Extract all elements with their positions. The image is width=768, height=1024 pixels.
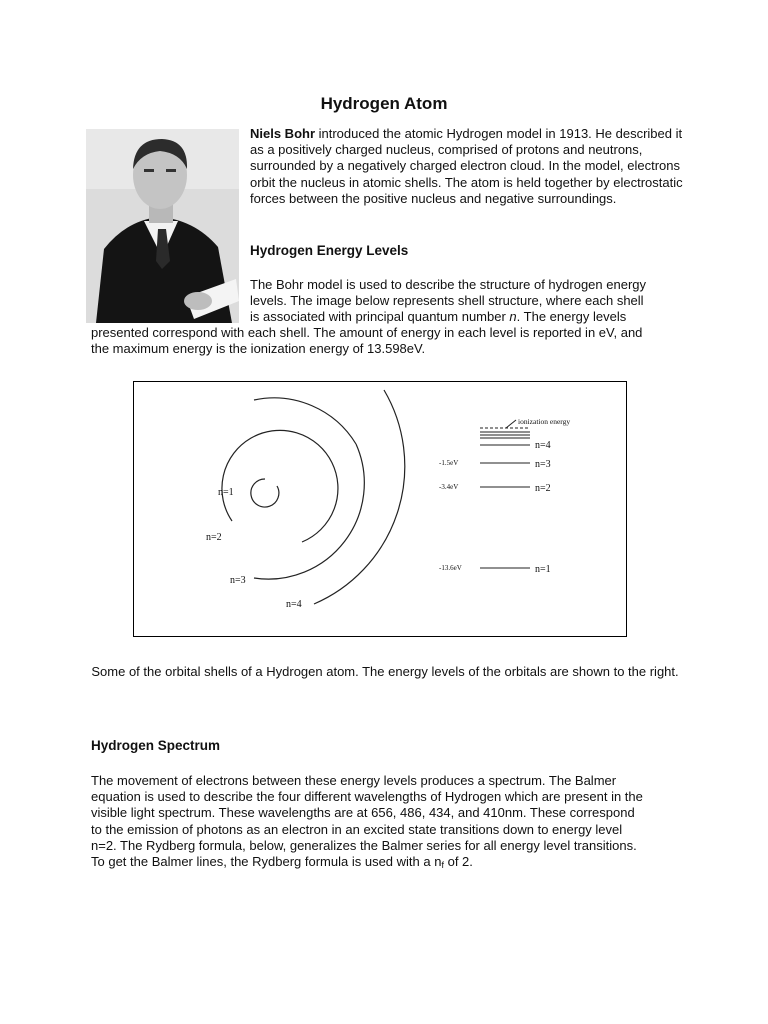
portrait-illustration [86,129,239,323]
bohr-paragraph-part1 [250,277,690,326]
spectrum-line: The movement of electrons between these energy levels produces a spectrum. The Balmer [91,773,617,788]
shell-label: n=4 [286,599,302,610]
shell-n1 [251,479,279,507]
shell-n4 [314,390,405,604]
shell-n2 [222,430,338,542]
bohr-line: The Bohr model is used to describe the structure of hydrogen energy [250,277,646,292]
energy-levels-heading: Hydrogen Energy Levels [250,243,409,258]
bohr-line [250,309,690,325]
spectrum-line-text: To get the Balmer lines, the Rydberg formula is used with a n [91,854,442,870]
spectrum-paragraph [91,773,691,873]
spectrum-line: to the emission of photons as an electron in an excited state transitions down to energy level [91,821,623,837]
level-energy: -3.4eV [439,483,459,491]
shell-diagram-svg [134,382,625,635]
shell-n3 [254,444,364,579]
shell-label: n=3 [230,575,246,586]
level-label: n=3 [535,459,551,470]
spectrum-line-text: of 2. [443,854,473,870]
intro-paragraph [250,126,690,207]
bohr-name: Niels Bohr [250,126,316,141]
page-title: Hydrogen Atom [320,94,448,113]
bohr-line: levels. The image below represents shell structure, where each shell [250,293,644,309]
quantum-number-variable: n [509,309,517,325]
ionization-pointer [506,420,516,428]
bohr-line-text: is associated with principal quantum number [250,309,510,325]
niels-bohr-photo [86,129,239,323]
bohr-paragraph-part2 [91,325,691,357]
spectrum-line: equation is used to describe the four different wavelengths of Hydrogen which are present in the [91,789,643,805]
bohr-line: presented correspond with each shell. The amount of energy in each level is reported in eV, and [91,325,643,340]
intro-text: introduced the atomic Hydrogen model in 1913. He described it as a positively charged nucleus, comprised of protons and neutrons, surrounded by a negatively charged electron cloud. In the model, electrons orbit the nucleus in atomic shells. The atom is held together by electrostatic forces between the positive nucleus and negative surroundings. [250,126,683,206]
level-energy: -1.5eV [439,459,459,467]
level-energy: -13.6eV [439,564,462,572]
bohr-shell-diagram [133,381,627,637]
spectrum-line: visible light spectrum. These wavelengths are at 656, 486, 434, and 410nm. These correspond [91,805,635,821]
orbit-shells [222,390,405,604]
spectrum-line: n=2. The Rydberg formula, below, generalizes the Balmer series for all energy level transitions. [91,837,637,853]
spectrum-line [91,854,691,873]
spectrum-heading: Hydrogen Spectrum [91,738,221,753]
shell-label: n=1 [218,487,234,498]
figure-caption: Some of the orbital shells of a Hydrogen atom. The energy levels of the orbitals are shown to the right. [91,664,679,679]
shell-label: n=2 [206,532,222,543]
final-level-subscript: f [441,860,444,871]
energy-level-ladder [480,420,530,568]
level-label: n=2 [535,483,551,494]
bohr-line-text: . The energy levels [516,309,627,325]
level-label: n=4 [535,440,551,451]
ionization-energy-label: ionization energy [518,417,571,426]
shell-n3-upper [254,398,356,444]
bohr-line: the maximum energy is the ionization energy of 13.598eV. [91,341,426,357]
level-label: n=1 [535,564,551,575]
